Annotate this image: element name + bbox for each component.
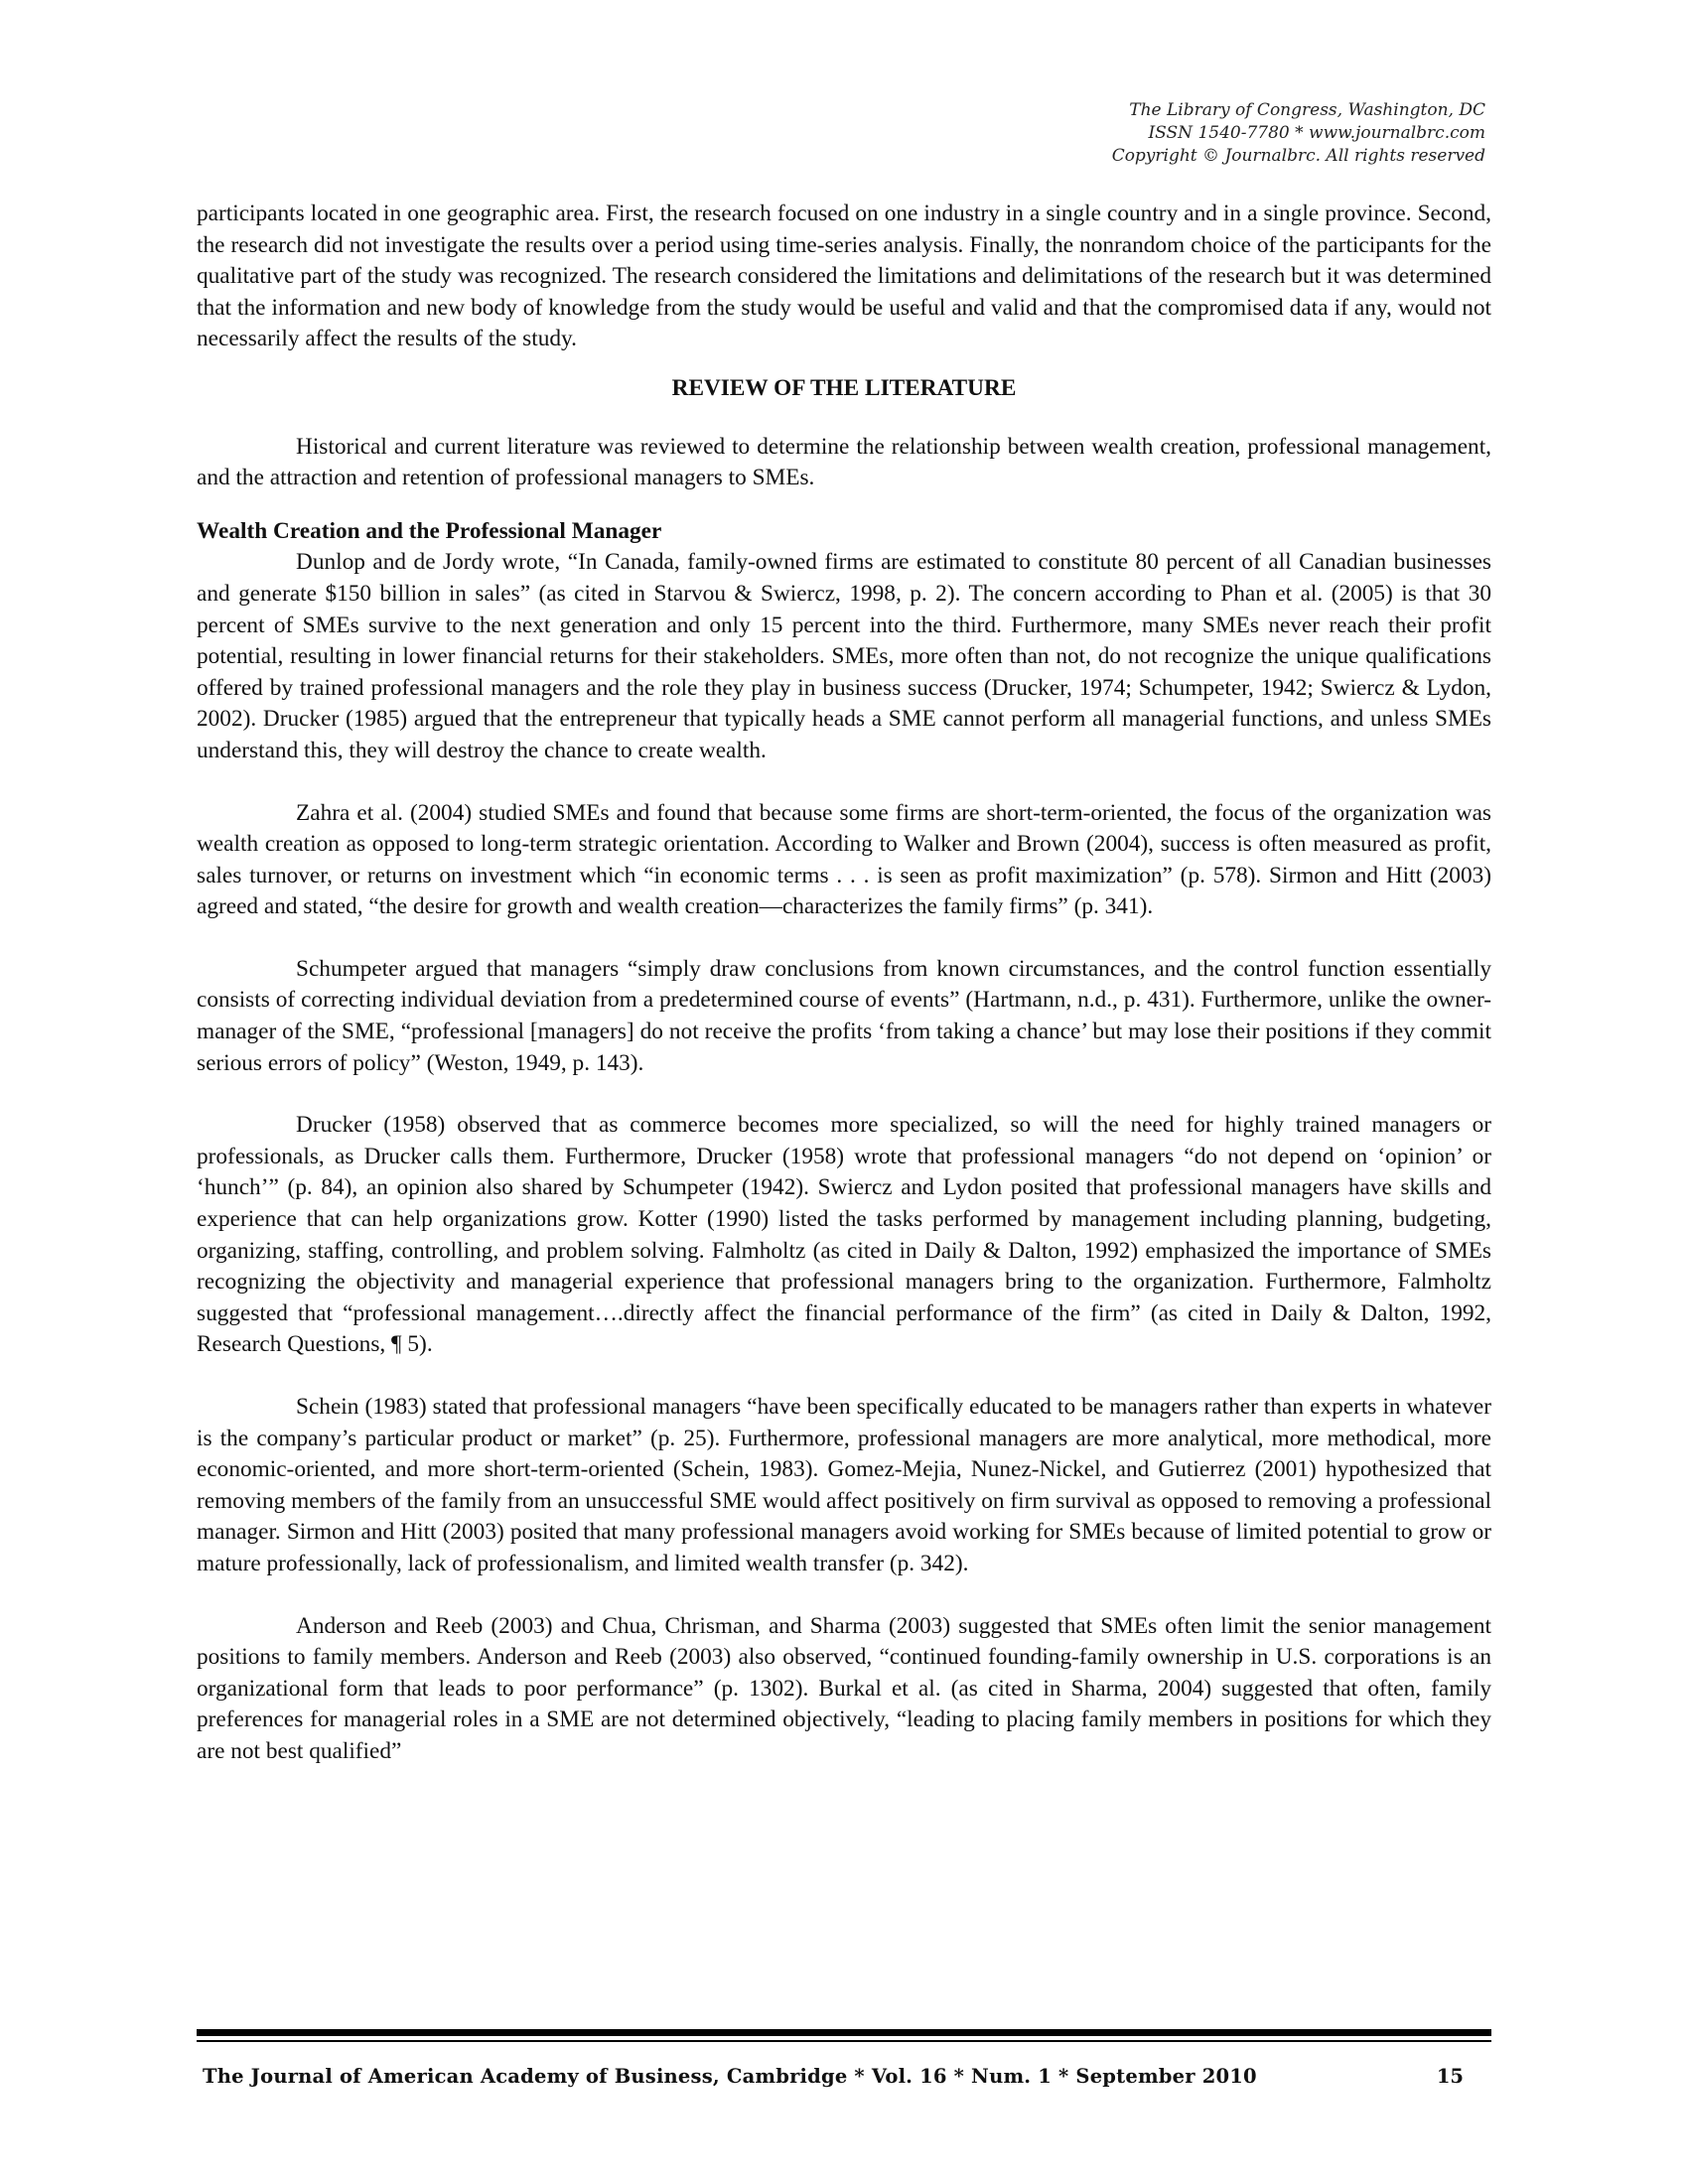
running-header <box>1112 99 1485 168</box>
article-body <box>197 199 1491 1768</box>
body-paragraph-6: Anderson and Reeb (2003) and Chua, Chrisman, and Sharma (2003) suggested that SMEs often limit the senior management positions to family members. Anderson and Reeb (2003) also observed, “continued founding-family ownership in U.S. corporations is an organizational form that leads to poor performance” (p. 1302). Burkal et al. (as cited in Sharma, 2004) suggested that often, family preferences for managerial roles in a SME are not determined objectively, “leading to placing family members in positions for which they are not best qualified” <box>197 1612 1491 1764</box>
body-paragraph-4: Drucker (1958) observed that as commerce becomes more specialized, so will the need for highly trained managers or professionals, as Drucker calls them. Furthermore, Drucker (1958) wrote that professional managers “do not depend on ‘opinion’ or ‘hunch’” (p. 84), an opinion also shared by Schumpeter (1942). Swiercz and Lydon posited that professional managers have skills and experience that can help organizations grow. Kotter (1990) listed the tasks performed by management including planning, budgeting, organizing, staffing, controlling, and problem solving. Falmholtz (as cited in Daily & Dalton, 1992) emphasized the importance of SMEs recognizing the objectivity and managerial experience that professional managers bring to the organization. Furthermore, Falmholtz suggested that “professional management….directly affect the financial performance of the firm” (as cited in Daily & Dalton, 1992, Research Questions, ¶ 5). <box>197 1112 1491 1358</box>
body-paragraph-2: Zahra et al. (2004) studied SMEs and found that because some firms are short-term-oriented, the focus of the organization was wealth creation as opposed to long-term strategic orientation. According to Walker and Brown (2004), success is often measured as profit, sales turnover, or returns on investment which “in economic terms . . . is seen as profit maximization” (p. 578). Sirmon and Hitt (2003) agreed and stated, “the desire for growth and wealth creation—characterizes the family firms” (p. 341). <box>197 799 1491 920</box>
section-intro-paragraph: Historical and current literature was reviewed to determine the relationship between wealth creation, professional management, and the attraction and retention of professional managers to SMEs. <box>197 433 1491 491</box>
body-paragraph-1: Dunlop and de Jordy wrote, “In Canada, family-owned firms are estimated to constitute 80 percent of all Canadian businesses and generate $150 billion in sales” (as cited in Starvou & Swiercz, 1998, p. 2). The concern according to Phan et al. (2005) is that 30 percent of SMEs survive to the next generation and only 15 percent into the third. Furthermore, many SMEs never reach their profit potential, resulting in lower financial returns for their stakeholders. SMEs, more often than not, do not recognize the unique qualifications offered by trained professional managers and the role they play in business success (Drucker, 1974; Schumpeter, 1942; Swiercz & Lydon, 2002). Drucker (1985) argued that the entrepreneur that typically heads a SME cannot perform all managerial functions, and unless SMEs understand this, they will destroy the chance to create wealth. <box>197 549 1491 763</box>
footer-journal-citation: The Journal of American Academy of Business, Cambridge * Vol. 16 * Num. 1 * September 2010 <box>203 2065 1257 2088</box>
body-paragraph-3: Schumpeter argued that managers “simply draw conclusions from known circumstances, and the control function essentially consists of correcting individual deviation from a predetermined course of events” (Hartmann, n.d., p. 431). Furthermore, unlike the owner-manager of the SME, “professional [managers] do not receive the profits ‘from taking a chance’ but may lose their positions if they commit serious errors of policy” (Weston, 1949, p. 143). <box>197 955 1491 1076</box>
footer-rule-thick <box>197 2029 1491 2036</box>
section-heading: REVIEW OF THE LITERATURE <box>671 374 1017 401</box>
page-number: 15 <box>1436 2065 1464 2088</box>
footer-rule-thin <box>197 2040 1491 2042</box>
intro-paragraph: participants located in one geographic area. First, the research focused on one industry in a single country and in a single province. Second, the research did not investigate the results over a period using time-series analysis. Finally, the nonrandom choice of the participants for the qualitative part of the study was recognized. The research considered the limitations and delimitations of the research but it was determined that the information and new body of knowledge from the study would be useful and valid and that the compromised data if any, would not necessarily affect the results of the study. <box>197 201 1491 352</box>
body-paragraph-5: Schein (1983) stated that professional managers “have been specifically educated to be managers rather than experts in whatever is the company’s particular product or market” (p. 25). Furthermore, professional managers are more analytical, more methodical, more economic-oriented, and more short-term-oriented (Schein, 1983). Gomez-Mejia, Nunez-Nickel, and Gutierrez (2001) hypothesized that removing members of the family from an unsuccessful SME would affect positively on firm survival as opposed to removing a professional manager. Sirmon and Hitt (2003) posited that many professional managers avoid working for SMEs because of limited potential to grow or mature professionally, lack of professionalism, and limited wealth transfer (p. 342). <box>197 1394 1491 1576</box>
header-issn-line: ISSN 1540-7780 * www.journalbrc.com <box>1148 123 1485 143</box>
header-library-line: The Library of Congress, Washington, DC <box>1129 100 1485 120</box>
header-copyright-line: Copyright © Journalbrc. All rights reserved <box>1111 146 1485 166</box>
subheading: Wealth Creation and the Professional Manager <box>197 517 662 544</box>
